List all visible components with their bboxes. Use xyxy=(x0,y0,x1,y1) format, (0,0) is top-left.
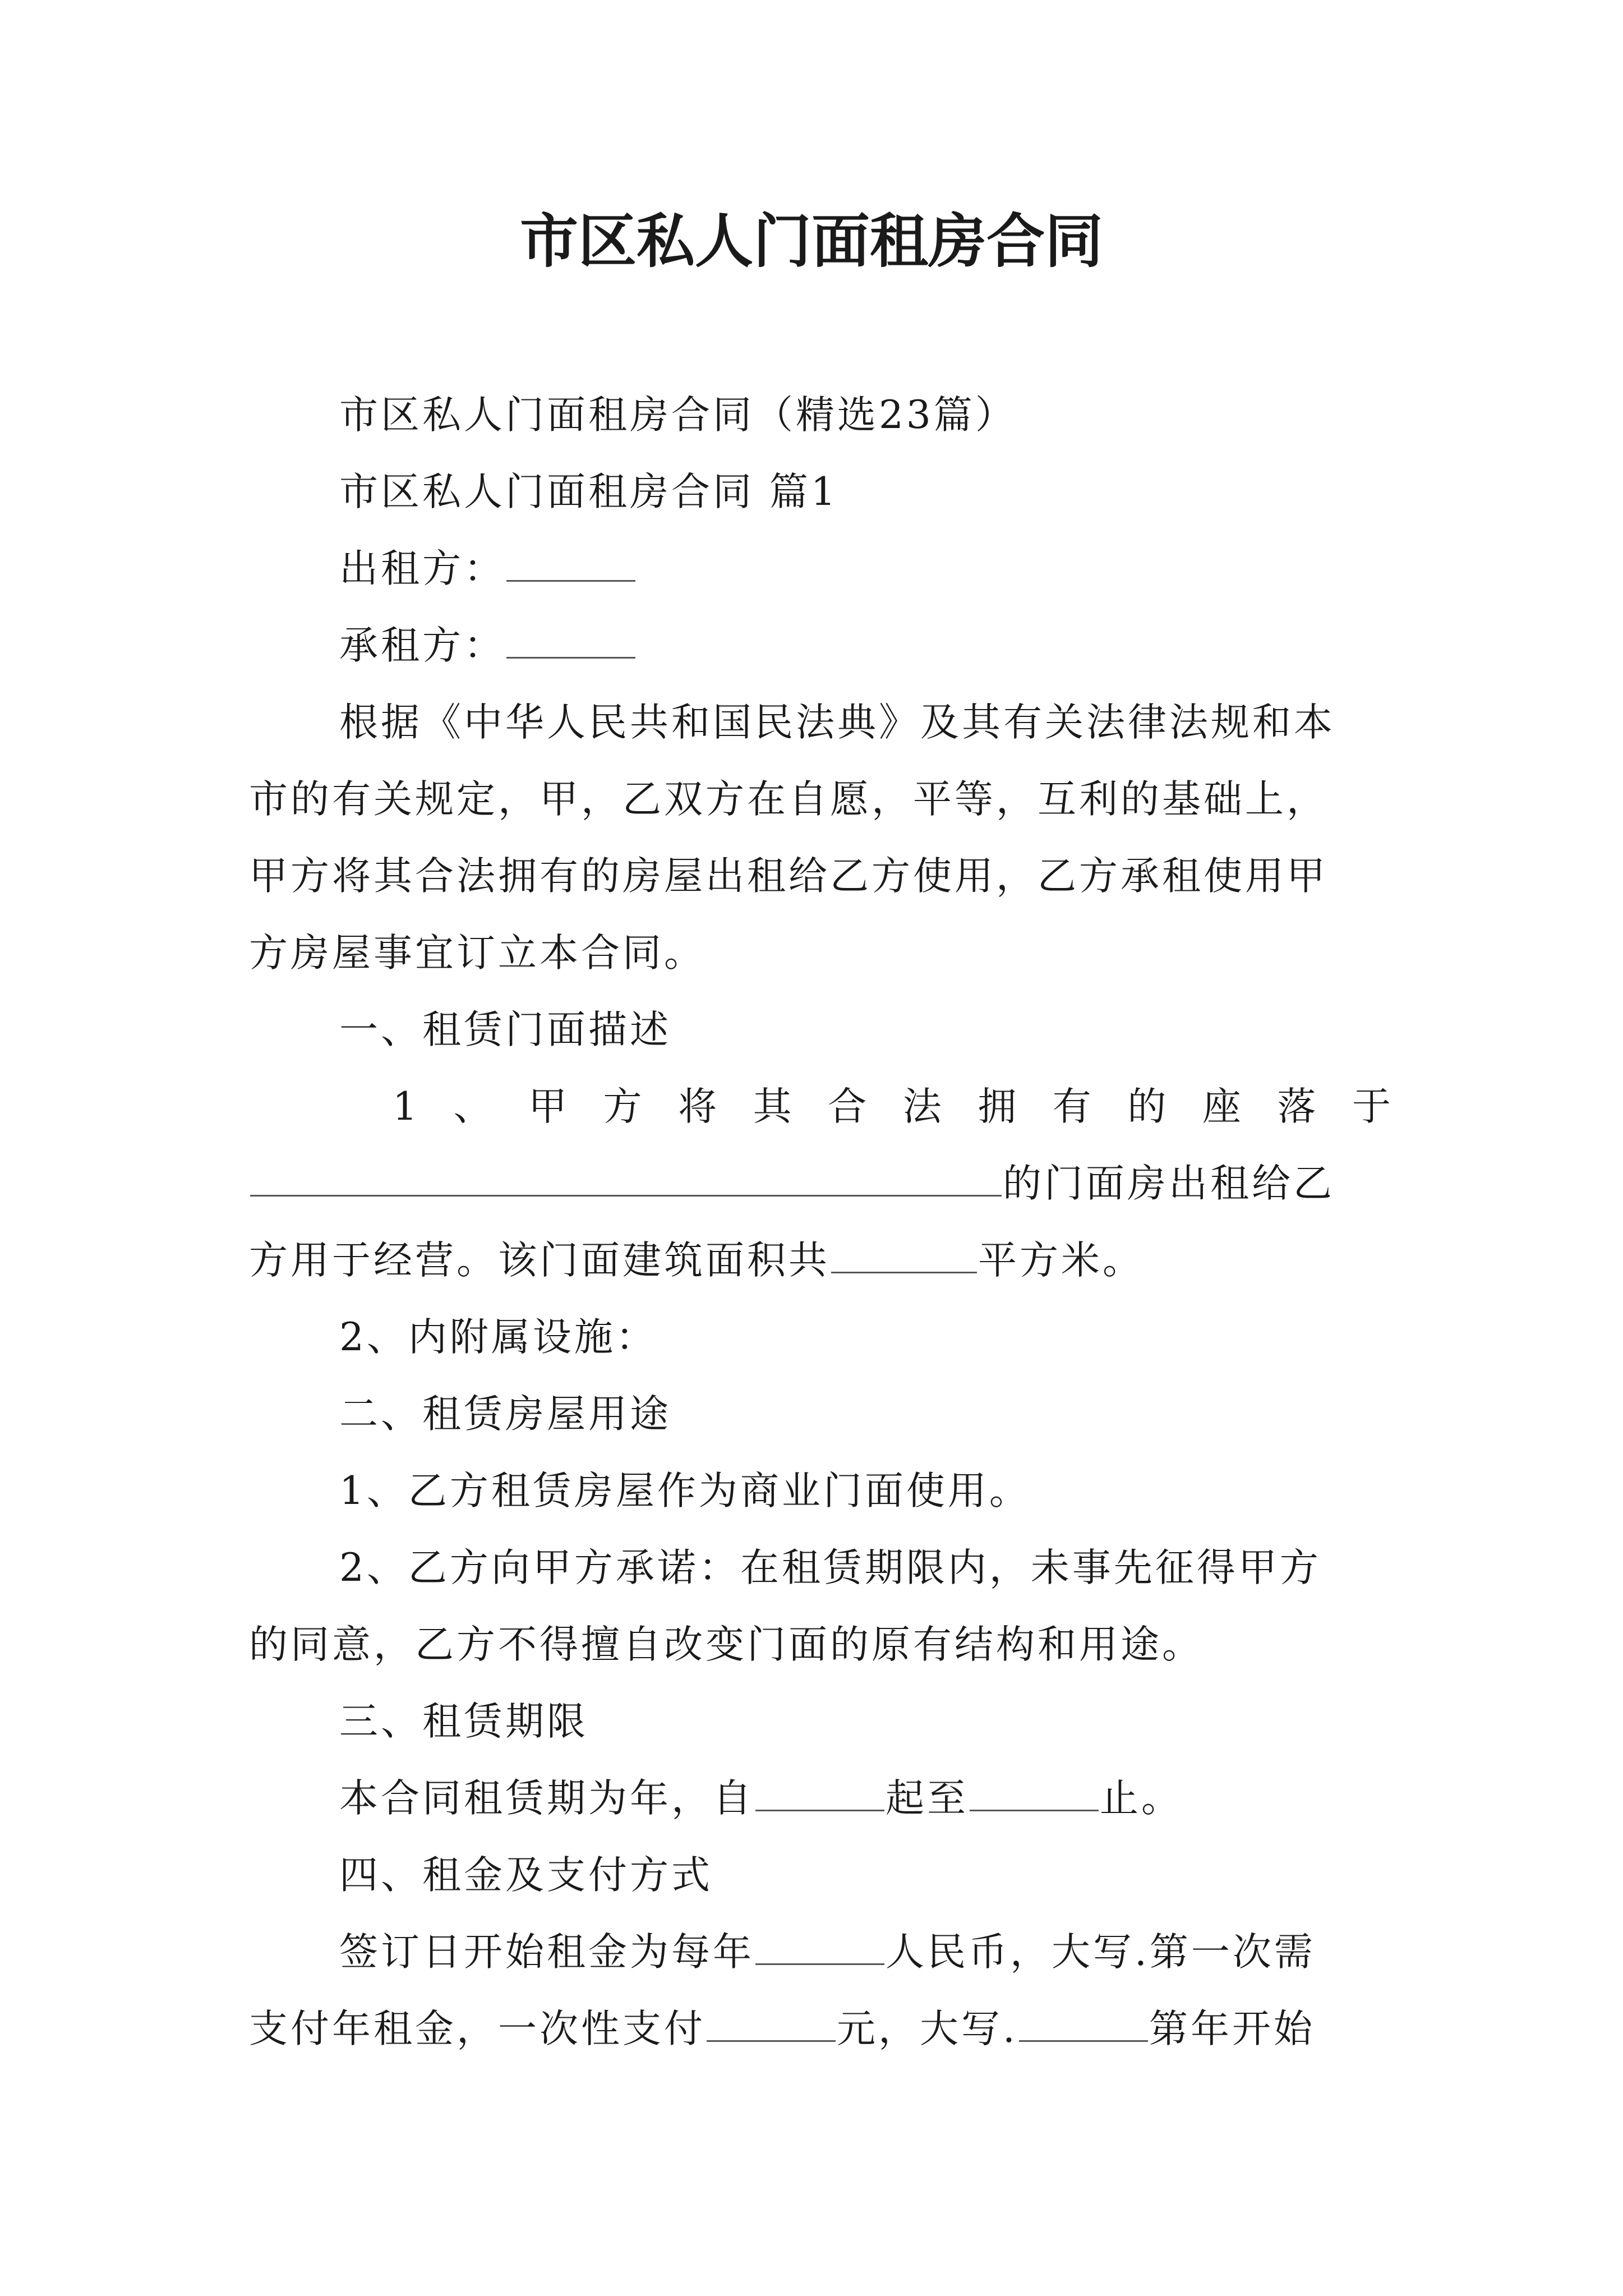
payment-uppercase-blank xyxy=(1019,2003,1148,2042)
term-start-blank xyxy=(755,1773,884,1811)
section-1-item-1-line-2 xyxy=(249,1156,1335,1212)
section-2-item-2-line-2: 的同意，乙方不得擅自改变门面的原有结构和用途。 xyxy=(249,1622,1204,1667)
section-1-item-2: 2、内附属设施： xyxy=(339,1315,657,1360)
section-1-item-1-text: 1、甲方将其合法拥有的座落于 xyxy=(393,1084,1391,1129)
preamble-line-2: 市的有关规定，甲，乙双方在自愿，平等，互利的基础上， xyxy=(249,777,1328,822)
document-subtitle: 市区私人门面租房合同（精选23篇） xyxy=(339,393,1017,438)
section-4-line-2 xyxy=(249,2001,1315,2057)
rent-text-b: 人民币，大写.第一次需 xyxy=(886,1930,1316,1975)
section-1-heading: 一、租赁门面描述 xyxy=(339,1007,671,1052)
term-text-b: 起至 xyxy=(886,1776,969,1821)
payment-amount-blank xyxy=(707,2003,836,2042)
payment-text-b: 元，大写. xyxy=(837,2007,1018,2051)
rent-text-a: 签订日开始租金为每年 xyxy=(339,1930,754,1975)
area-blank xyxy=(831,1235,977,1273)
lessee-blank xyxy=(506,620,635,659)
section-2-item-2-line-1: 2、乙方向甲方承诺：在租赁期限内，未事先征得甲方 xyxy=(339,1545,1321,1590)
lessor-label: 出租方： xyxy=(339,546,505,591)
term-text-a: 本合同租赁期为年，自 xyxy=(339,1776,754,1821)
payment-text-a: 支付年租金，一次性支付 xyxy=(249,2007,706,2051)
preamble-line-3: 甲方将其合法拥有的房屋出租给乙方使用，乙方承租使用甲 xyxy=(249,854,1328,899)
term-text-c: 止。 xyxy=(1100,1776,1183,1821)
preamble-line-1: 根据《中华人民共和国民法典》及其有关法律法规和本 xyxy=(339,700,1335,745)
section-2-heading: 二、租赁房屋用途 xyxy=(339,1392,671,1437)
term-end-blank xyxy=(970,1773,1099,1811)
area-text-b: 平方米。 xyxy=(978,1238,1144,1283)
section-4-heading: 四、租金及支付方式 xyxy=(339,1853,713,1898)
lessee-label: 承租方： xyxy=(339,623,505,668)
section-4-line-1 xyxy=(339,1924,1316,1980)
lessee-field xyxy=(339,618,637,674)
payment-text-c: 第年开始 xyxy=(1149,2007,1315,2051)
preamble-line-4: 方房屋事宜订立本合同。 xyxy=(249,931,706,976)
section-1-item-1-line-2-text: 的门面房出租给乙 xyxy=(1003,1161,1335,1206)
section-3-heading: 三、租赁期限 xyxy=(339,1699,588,1744)
section-1-item-1-line-3 xyxy=(249,1232,1144,1289)
lessor-field xyxy=(339,541,637,597)
lessor-blank xyxy=(506,543,635,582)
section-2-item-1: 1、乙方租赁房屋作为商业门面使用。 xyxy=(339,1469,1031,1513)
document-title: 市区私人门面租房合同 xyxy=(519,206,1103,275)
area-text-a: 方用于经营。该门面建筑面积共 xyxy=(249,1238,830,1283)
section-1-item-1-line-1 xyxy=(393,1079,1391,1135)
section-heading: 市区私人门面租房合同 篇1 xyxy=(339,470,838,514)
section-3-text xyxy=(339,1770,1183,1826)
location-blank xyxy=(250,1158,1002,1197)
annual-rent-blank xyxy=(755,1926,884,1965)
